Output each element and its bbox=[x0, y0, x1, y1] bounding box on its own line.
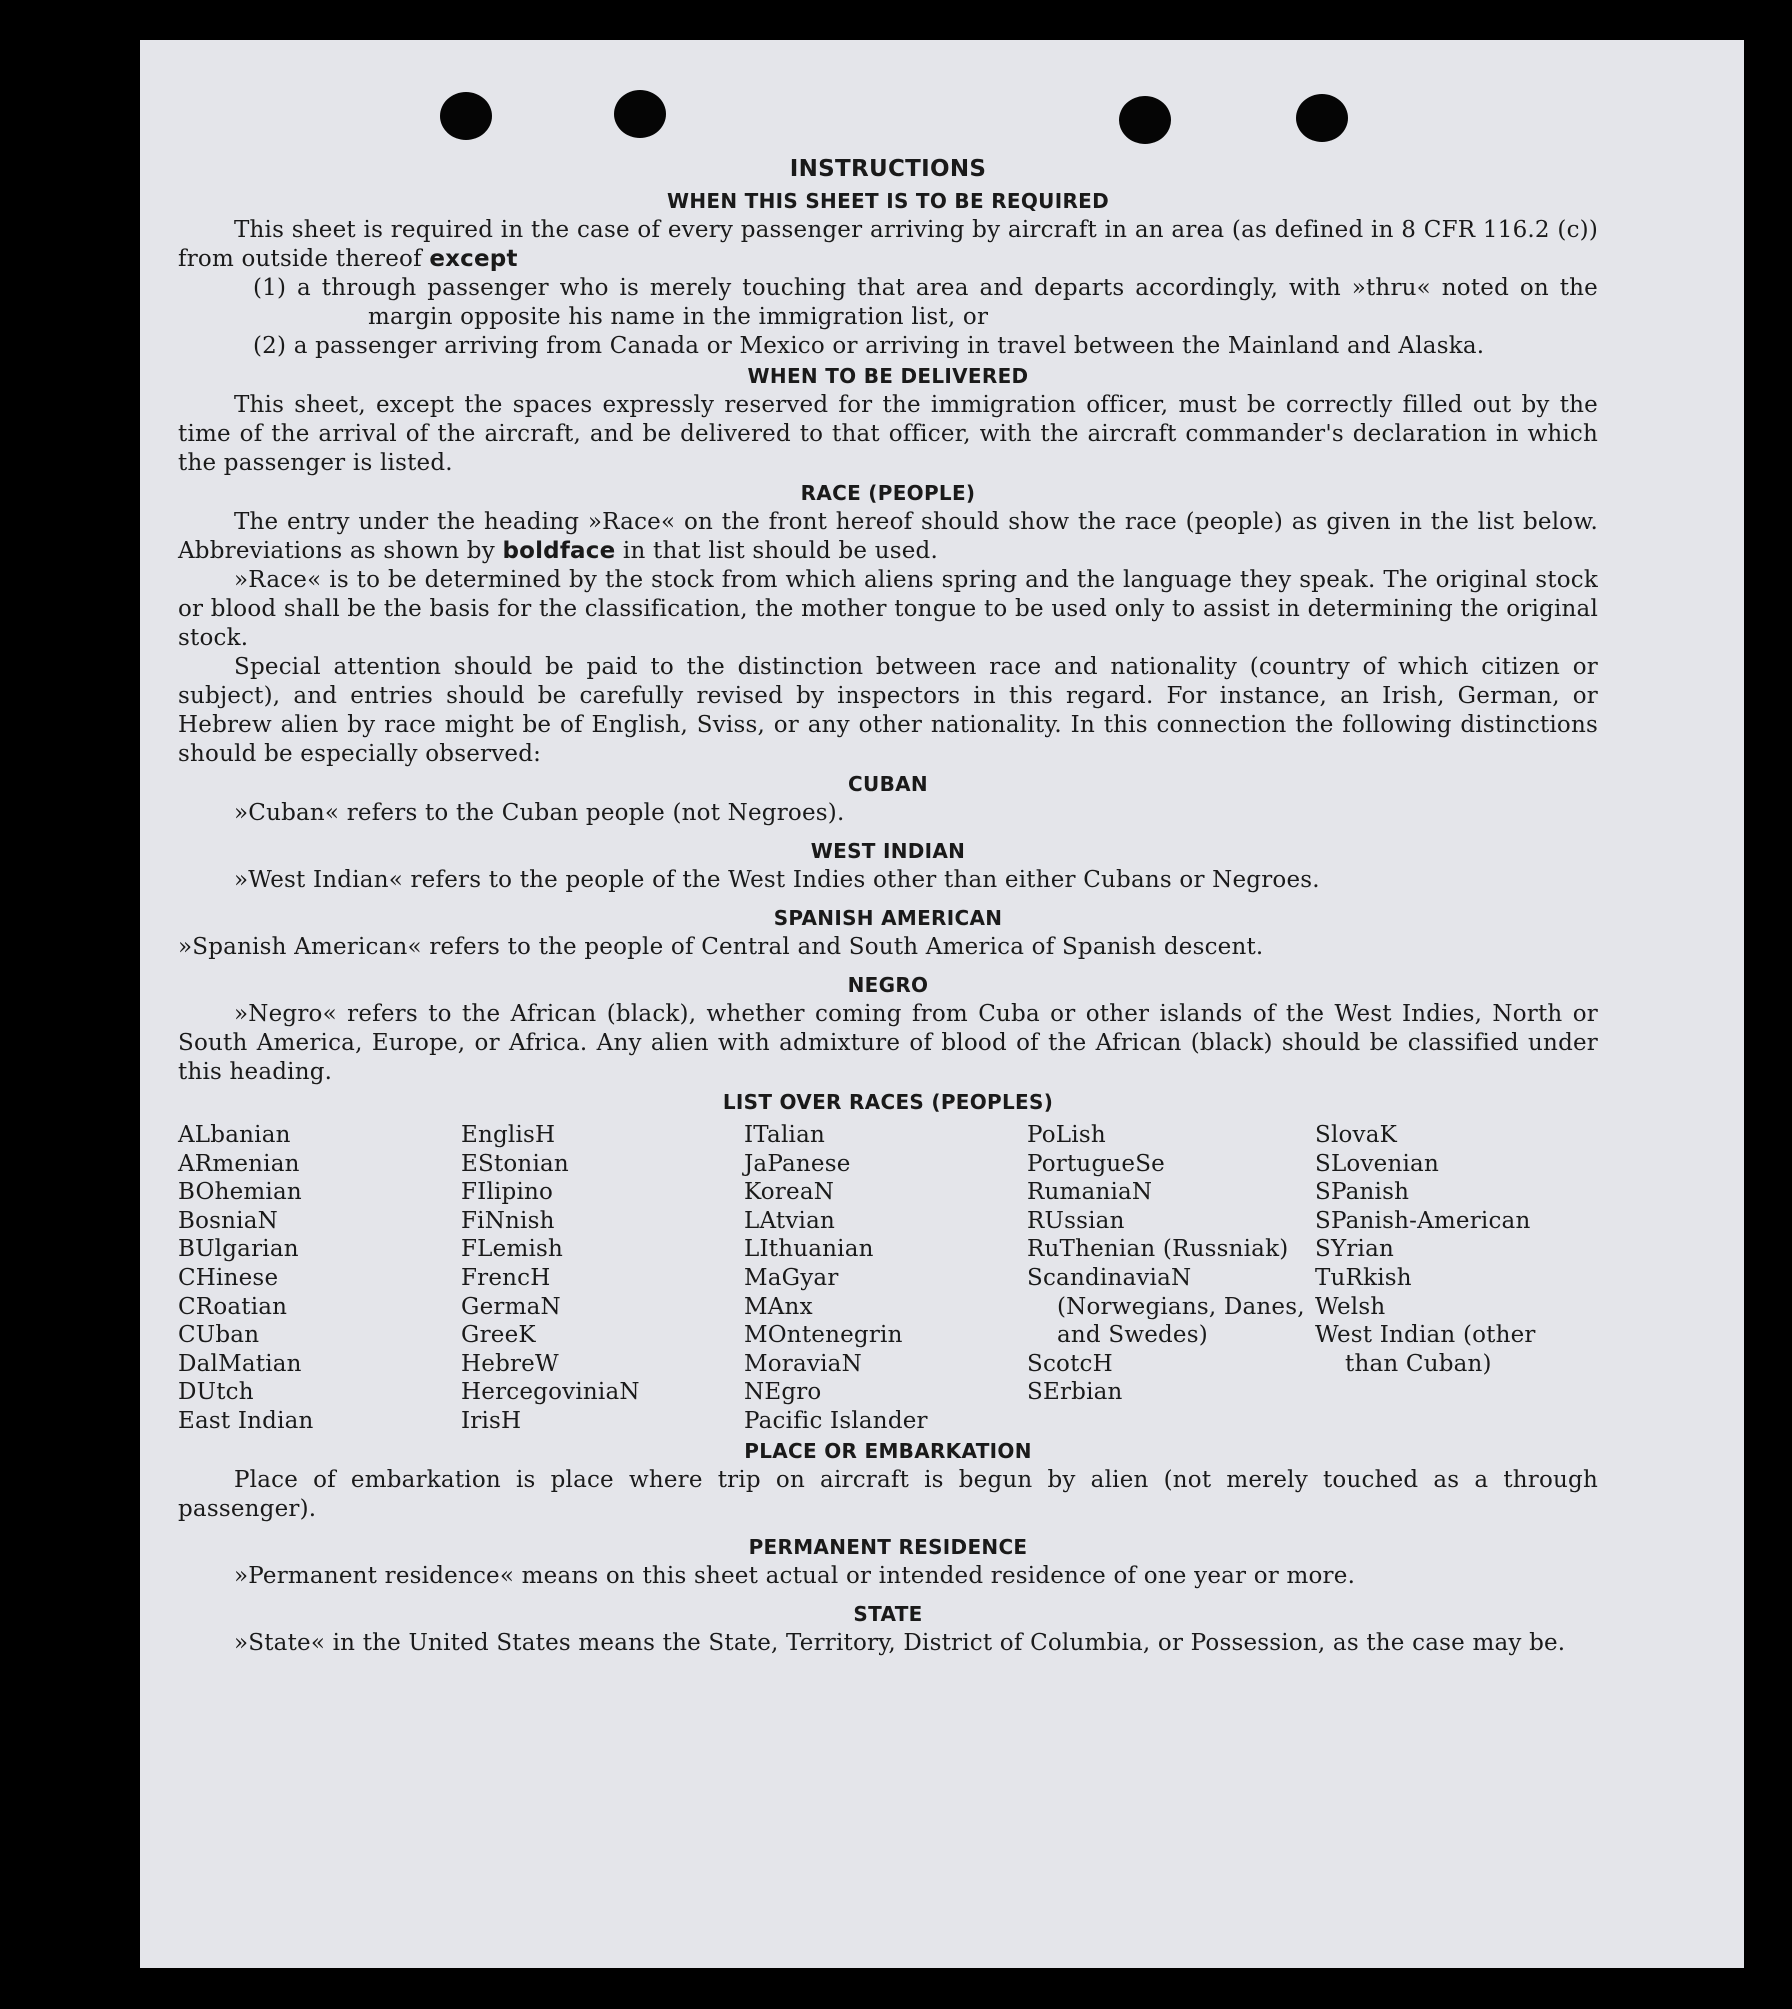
list-item: BUlgarian bbox=[178, 1236, 299, 1263]
paragraph-state: »State« in the United States means the State, Territory, District of Columbia, or Possession, as the case may be. bbox=[234, 1629, 1566, 1656]
list-item: SPanish-American bbox=[1315, 1207, 1531, 1234]
heading-permanent-residence: PERMANENT RESIDENCE bbox=[748, 1534, 1028, 1559]
list-item: MoraviaN bbox=[744, 1350, 862, 1377]
list-item: NEgro bbox=[744, 1379, 822, 1406]
race-list bbox=[178, 1121, 1598, 1436]
paragraph-race-3: Special attention should be paid to the distinction between race and nationality (country of which citizen or subject), and entries should be carefully revised by inspectors in this regard. For instance, an Irish, German, or Hebrew alien by race might be of English, Sviss, or any other nationality. In this connection the following distinctions should be especially observed: bbox=[178, 654, 1598, 767]
paragraph-race-1: The entry under the heading »Race« on the front hereof should show the race (people) as given in the list below. Abbreviations as shown by boldface in that list should be used. bbox=[178, 509, 1598, 564]
list-item: ScotcH bbox=[1027, 1350, 1113, 1377]
heading-state: STATE bbox=[853, 1601, 923, 1626]
list-item: HebreW bbox=[461, 1350, 559, 1377]
list-item: CHinese bbox=[178, 1264, 279, 1291]
list-item: DalMatian bbox=[178, 1350, 302, 1377]
punch-hole bbox=[1296, 94, 1348, 142]
heading-when-delivered: WHEN TO BE DELIVERED bbox=[747, 364, 1029, 388]
list-item: GreeK bbox=[461, 1322, 536, 1349]
list-item: ITalian bbox=[744, 1122, 825, 1148]
paragraph-embarkation: Place of embarkation is place where trip on aircraft is begun by alien (not merely touched as a through passenger). bbox=[178, 1466, 1598, 1522]
list-item: DUtch bbox=[178, 1379, 254, 1406]
list-item: JaPanese bbox=[744, 1150, 851, 1177]
heading-race-list: LIST OVER RACES (PEOPLES) bbox=[722, 1090, 1054, 1114]
heading-spanish-american: SPANISH AMERICAN bbox=[773, 906, 1003, 930]
list-item: BosniaN bbox=[178, 1207, 278, 1234]
exception-item-1: (1) a through passenger who is merely touching that area and departs accordingly, with »thru« noted on the margin opposite his name in the immigration list, or bbox=[253, 275, 1598, 330]
list-item: PortugueSe bbox=[1027, 1150, 1165, 1177]
paragraph-when-delivered: This sheet, except the spaces expressly reserved for the immigration officer, must be correctly filled out by the time of the arrival of the aircraft, and be delivered to that officer, with the aircraft commander's declaration in which the passenger is listed. bbox=[178, 392, 1598, 476]
heading-race: RACE (PEOPLE) bbox=[800, 481, 976, 505]
punch-hole bbox=[614, 90, 666, 138]
race-column-5 bbox=[1315, 1121, 1598, 1436]
list-item: East Indian bbox=[178, 1407, 314, 1434]
list-item: IrisH bbox=[461, 1407, 522, 1434]
list-item: MaGyar bbox=[744, 1264, 839, 1291]
race-column-2 bbox=[461, 1121, 744, 1436]
list-item: MOntenegrin bbox=[744, 1322, 903, 1349]
heading-west-indian: WEST INDIAN bbox=[810, 839, 966, 863]
instructions-content bbox=[178, 152, 1598, 1658]
list-item: SPanish bbox=[1315, 1179, 1410, 1206]
list-item: Pacific Islander bbox=[744, 1407, 928, 1434]
list-item: RumaniaN bbox=[1027, 1179, 1153, 1206]
paragraph-when-required: This sheet is required in the case of every passenger arriving by aircraft in an area (as defined in 8 CFR 116.2 (c)) from outside thereof except bbox=[178, 217, 1598, 272]
list-item: West Indian (other than Cuban) bbox=[1315, 1322, 1536, 1377]
list-item: PoLish bbox=[1027, 1122, 1106, 1148]
heading-negro: NEGRO bbox=[847, 973, 929, 997]
list-item: KoreaN bbox=[744, 1179, 835, 1206]
page-title: INSTRUCTIONS bbox=[789, 156, 987, 182]
race-column-3 bbox=[744, 1121, 1027, 1436]
list-item: EStonian bbox=[461, 1150, 569, 1177]
list-item: FIlipino bbox=[461, 1179, 554, 1206]
list-item: FLemish bbox=[461, 1236, 564, 1263]
list-item: ALbanian bbox=[178, 1122, 291, 1148]
list-item: SLovenian bbox=[1315, 1150, 1439, 1177]
list-item: RuThenian (Russniak) bbox=[1027, 1236, 1289, 1263]
list-item: BOhemian bbox=[178, 1179, 302, 1206]
list-item: SErbian bbox=[1027, 1379, 1123, 1406]
list-item: TuRkish bbox=[1315, 1264, 1412, 1291]
paragraph-west-indian: »West Indian« refers to the people of the West Indies other than either Cubans or Negroes. bbox=[234, 867, 1320, 893]
list-item: SlovaK bbox=[1315, 1122, 1398, 1148]
list-item: SYrian bbox=[1315, 1236, 1395, 1263]
heading-when-required: WHEN THIS SHEET IS TO BE REQUIRED bbox=[666, 189, 1110, 213]
paragraph-spanish-american: »Spanish American« refers to the people of Central and South America of Spanish descent. bbox=[178, 934, 1264, 960]
list-item: HercegoviniaN bbox=[461, 1379, 640, 1406]
list-item: CRoatian bbox=[178, 1293, 288, 1320]
list-item: ScandinaviaN (Norwegians, Danes, and Swedes) bbox=[1027, 1264, 1305, 1349]
list-item: LAtvian bbox=[744, 1207, 835, 1234]
list-item: ARmenian bbox=[178, 1150, 300, 1177]
list-item: FrencH bbox=[461, 1264, 551, 1291]
exception-item-2: (2) a passenger arriving from Canada or Mexico or arriving in travel between the Mainland and Alaska. bbox=[253, 333, 1485, 359]
document-page bbox=[140, 40, 1744, 1968]
list-item: MAnx bbox=[744, 1293, 813, 1320]
list-item: RUssian bbox=[1027, 1207, 1125, 1234]
list-item: GermaN bbox=[461, 1293, 561, 1320]
paragraph-permanent-residence: »Permanent residence« means on this sheet actual or intended residence of one year or more. bbox=[234, 1562, 1356, 1589]
punch-hole bbox=[440, 92, 492, 140]
list-item: FiNnish bbox=[461, 1207, 555, 1234]
list-item: EnglisH bbox=[461, 1122, 556, 1148]
list-item: CUban bbox=[178, 1322, 260, 1349]
heading-cuban: CUBAN bbox=[848, 772, 928, 796]
list-item: Welsh bbox=[1315, 1293, 1386, 1320]
list-item: LIthuanian bbox=[744, 1236, 874, 1263]
punch-hole bbox=[1119, 96, 1171, 144]
paragraph-race-2: »Race« is to be determined by the stock from which aliens spring and the language they speak. The original stock or blood shall be the basis for the classification, the mother tongue to be used only to assist in determining the original stock. bbox=[178, 567, 1598, 651]
paragraph-cuban: »Cuban« refers to the Cuban people (not Negroes). bbox=[234, 800, 845, 826]
race-column-4 bbox=[1027, 1121, 1315, 1436]
paragraph-negro: »Negro« refers to the African (black), whether coming from Cuba or other islands of the West Indies, North or South America, Europe, or Africa. Any alien with admixture of blood of the African (black) should be classified under this heading. bbox=[178, 1001, 1598, 1085]
heading-embarkation: PLACE OR EMBARKATION bbox=[744, 1438, 1032, 1463]
race-column-1 bbox=[178, 1121, 461, 1436]
